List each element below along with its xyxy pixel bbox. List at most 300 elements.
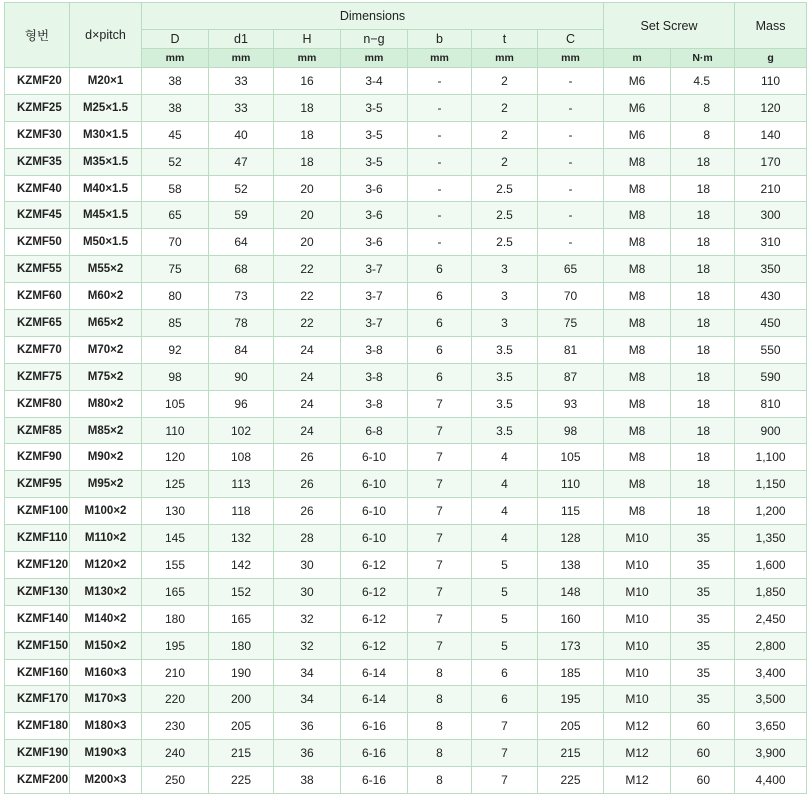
d1-cell: 33 xyxy=(209,68,274,95)
c-cell: 75 xyxy=(538,310,604,337)
ng-cell: 6-12 xyxy=(341,578,408,605)
d-cell: 155 xyxy=(142,552,209,579)
screw-m-cell: M8 xyxy=(604,498,671,525)
model-cell: KZMF45 xyxy=(5,202,70,229)
torque-cell: 18 xyxy=(671,256,735,283)
model-cell: KZMF200 xyxy=(5,767,70,794)
torque-cell: 18 xyxy=(671,336,735,363)
ng-cell: 3-5 xyxy=(341,148,408,175)
mass-cell: 430 xyxy=(735,283,807,310)
c-cell: 173 xyxy=(538,632,604,659)
t-cell: 2.5 xyxy=(472,202,538,229)
torque-cell: 35 xyxy=(671,659,735,686)
c-cell: 160 xyxy=(538,605,604,632)
ng-cell: 6-12 xyxy=(341,605,408,632)
h-cell: 26 xyxy=(274,471,341,498)
pitch-cell: M55×2 xyxy=(70,256,142,283)
screw-m-cell: M6 xyxy=(604,94,671,121)
model-cell: KZMF120 xyxy=(5,552,70,579)
h-cell: 20 xyxy=(274,202,341,229)
h-cell: 30 xyxy=(274,552,341,579)
model-cell: KZMF150 xyxy=(5,632,70,659)
torque-cell: 8 xyxy=(671,121,735,148)
h-cell: 24 xyxy=(274,363,341,390)
c-cell: 138 xyxy=(538,552,604,579)
pitch-cell: M35×1.5 xyxy=(70,148,142,175)
mass-cell: 1,350 xyxy=(735,525,807,552)
mass-cell: 3,900 xyxy=(735,740,807,767)
d-cell: 195 xyxy=(142,632,209,659)
h-cell: 20 xyxy=(274,229,341,256)
mass-cell: 2,450 xyxy=(735,605,807,632)
ng-cell: 6-10 xyxy=(341,525,408,552)
table-row xyxy=(5,94,807,121)
h-cell: 26 xyxy=(274,498,341,525)
table-row xyxy=(5,740,807,767)
d-cell: 220 xyxy=(142,686,209,713)
torque-cell: 35 xyxy=(671,552,735,579)
c-cell: 148 xyxy=(538,578,604,605)
b-cell: 6 xyxy=(408,363,472,390)
pitch-cell: M170×3 xyxy=(70,686,142,713)
mass-cell: 1,600 xyxy=(735,552,807,579)
torque-cell: 18 xyxy=(671,471,735,498)
d1-cell: 108 xyxy=(209,444,274,471)
d-cell: 250 xyxy=(142,767,209,794)
c-cell: 110 xyxy=(538,471,604,498)
b-cell: - xyxy=(408,148,472,175)
torque-cell: 18 xyxy=(671,444,735,471)
table-row xyxy=(5,310,807,337)
pitch-cell: M50×1.5 xyxy=(70,229,142,256)
t-cell: 5 xyxy=(472,605,538,632)
t-cell: 4 xyxy=(472,525,538,552)
c-cell: 70 xyxy=(538,283,604,310)
model-cell: KZMF25 xyxy=(5,94,70,121)
d1-cell: 113 xyxy=(209,471,274,498)
t-cell: 6 xyxy=(472,686,538,713)
d-cell: 145 xyxy=(142,525,209,552)
screw-m-cell: M10 xyxy=(604,605,671,632)
screw-m-cell: M8 xyxy=(604,417,671,444)
t-cell: 6 xyxy=(472,659,538,686)
d1-cell: 102 xyxy=(209,417,274,444)
b-cell: - xyxy=(408,121,472,148)
screw-m-cell: M8 xyxy=(604,229,671,256)
screw-m-cell: M10 xyxy=(604,525,671,552)
table-row xyxy=(5,175,807,202)
model-cell: KZMF170 xyxy=(5,686,70,713)
c-cell: - xyxy=(538,148,604,175)
torque-cell: 18 xyxy=(671,390,735,417)
ng-cell: 6-8 xyxy=(341,417,408,444)
model-cell: KZMF30 xyxy=(5,121,70,148)
c-cell: 105 xyxy=(538,444,604,471)
mass-cell: 3,500 xyxy=(735,686,807,713)
screw-m-cell: M8 xyxy=(604,283,671,310)
sub-header: n−g xyxy=(341,30,408,49)
unit-header: m xyxy=(604,49,671,68)
h-cell: 32 xyxy=(274,632,341,659)
d-cell: 240 xyxy=(142,740,209,767)
d-cell: 38 xyxy=(142,68,209,95)
table-row xyxy=(5,283,807,310)
mass-cell: 3,650 xyxy=(735,713,807,740)
pitch-cell: M90×2 xyxy=(70,444,142,471)
ng-cell: 6-16 xyxy=(341,713,408,740)
table-row xyxy=(5,68,807,95)
unit-header: N·m xyxy=(671,49,735,68)
mass-cell: 300 xyxy=(735,202,807,229)
c-cell: 87 xyxy=(538,363,604,390)
table-row xyxy=(5,256,807,283)
ng-cell: 3-4 xyxy=(341,68,408,95)
t-cell: 4 xyxy=(472,471,538,498)
h-cell: 22 xyxy=(274,256,341,283)
model-cell: KZMF100 xyxy=(5,498,70,525)
pitch-cell: M200×3 xyxy=(70,767,142,794)
b-cell: 6 xyxy=(408,336,472,363)
b-cell: 7 xyxy=(408,390,472,417)
t-cell: 2 xyxy=(472,94,538,121)
torque-cell: 18 xyxy=(671,283,735,310)
h-cell: 26 xyxy=(274,444,341,471)
unit-header: mm xyxy=(408,49,472,68)
ng-cell: 3-7 xyxy=(341,256,408,283)
c-cell: - xyxy=(538,202,604,229)
d1-cell: 84 xyxy=(209,336,274,363)
torque-cell: 4.5 xyxy=(671,68,735,95)
b-cell: - xyxy=(408,175,472,202)
mass-cell: 450 xyxy=(735,310,807,337)
c-cell: - xyxy=(538,175,604,202)
d1-cell: 68 xyxy=(209,256,274,283)
torque-cell: 18 xyxy=(671,148,735,175)
unit-header: mm xyxy=(142,49,209,68)
mass-cell: 210 xyxy=(735,175,807,202)
b-cell: 8 xyxy=(408,713,472,740)
ng-cell: 3-6 xyxy=(341,229,408,256)
model-cell: KZMF70 xyxy=(5,336,70,363)
screw-m-cell: M12 xyxy=(604,740,671,767)
c-cell: - xyxy=(538,121,604,148)
t-cell: 3 xyxy=(472,283,538,310)
sub-header: C xyxy=(538,30,604,49)
ng-cell: 6-16 xyxy=(341,767,408,794)
screw-m-cell: M8 xyxy=(604,336,671,363)
c-cell: 215 xyxy=(538,740,604,767)
table-row xyxy=(5,417,807,444)
c-cell: 93 xyxy=(538,390,604,417)
h-cell: 22 xyxy=(274,310,341,337)
d1-cell: 142 xyxy=(209,552,274,579)
d-cell: 165 xyxy=(142,578,209,605)
ng-cell: 6-12 xyxy=(341,552,408,579)
mass-cell: 310 xyxy=(735,229,807,256)
pitch-cell: M65×2 xyxy=(70,310,142,337)
t-cell: 2 xyxy=(472,121,538,148)
sub-header: t xyxy=(472,30,538,49)
table-row xyxy=(5,659,807,686)
model-cell: KZMF160 xyxy=(5,659,70,686)
table-row xyxy=(5,767,807,794)
ng-cell: 6-14 xyxy=(341,686,408,713)
torque-cell: 18 xyxy=(671,202,735,229)
torque-cell: 18 xyxy=(671,363,735,390)
ng-cell: 6-10 xyxy=(341,498,408,525)
model-cell: KZMF40 xyxy=(5,175,70,202)
unit-header: mm xyxy=(341,49,408,68)
b-cell: 7 xyxy=(408,578,472,605)
ng-cell: 6-10 xyxy=(341,444,408,471)
b-cell: 7 xyxy=(408,632,472,659)
torque-cell: 35 xyxy=(671,632,735,659)
unit-header: mm xyxy=(472,49,538,68)
mass-cell: 4,400 xyxy=(735,767,807,794)
h-cell: 16 xyxy=(274,68,341,95)
pitch-cell: M30×1.5 xyxy=(70,121,142,148)
c-cell: - xyxy=(538,229,604,256)
d1-cell: 59 xyxy=(209,202,274,229)
ng-cell: 6-12 xyxy=(341,632,408,659)
torque-cell: 18 xyxy=(671,175,735,202)
unit-header: mm xyxy=(274,49,341,68)
d1-cell: 73 xyxy=(209,283,274,310)
table-row xyxy=(5,605,807,632)
b-cell: - xyxy=(408,68,472,95)
torque-cell: 60 xyxy=(671,713,735,740)
torque-cell: 18 xyxy=(671,310,735,337)
table-row xyxy=(5,336,807,363)
d-cell: 80 xyxy=(142,283,209,310)
b-cell: 8 xyxy=(408,767,472,794)
sub-header: D xyxy=(142,30,209,49)
model-cell: KZMF130 xyxy=(5,578,70,605)
b-cell: 6 xyxy=(408,256,472,283)
pitch-cell: M160×3 xyxy=(70,659,142,686)
table-row xyxy=(5,686,807,713)
h-cell: 20 xyxy=(274,175,341,202)
d1-cell: 205 xyxy=(209,713,274,740)
pitch-cell: M80×2 xyxy=(70,390,142,417)
h-cell: 24 xyxy=(274,336,341,363)
screw-m-cell: M12 xyxy=(604,713,671,740)
c-cell: 81 xyxy=(538,336,604,363)
h-cell: 18 xyxy=(274,148,341,175)
ng-cell: 3-8 xyxy=(341,363,408,390)
d-cell: 92 xyxy=(142,336,209,363)
mass-cell: 1,850 xyxy=(735,578,807,605)
table-row xyxy=(5,390,807,417)
d-cell: 110 xyxy=(142,417,209,444)
table-row xyxy=(5,121,807,148)
model-cell: KZMF50 xyxy=(5,229,70,256)
pitch-cell: M70×2 xyxy=(70,336,142,363)
screw-m-cell: M8 xyxy=(604,256,671,283)
model-cell: KZMF20 xyxy=(5,68,70,95)
t-cell: 5 xyxy=(472,552,538,579)
pitch-cell: M110×2 xyxy=(70,525,142,552)
ng-cell: 3-6 xyxy=(341,202,408,229)
mass-header: Mass xyxy=(735,3,807,49)
table-row xyxy=(5,632,807,659)
d1-cell: 152 xyxy=(209,578,274,605)
t-cell: 7 xyxy=(472,713,538,740)
ng-cell: 6-16 xyxy=(341,740,408,767)
b-cell: 8 xyxy=(408,659,472,686)
screw-m-cell: M8 xyxy=(604,310,671,337)
model-cell: KZMF90 xyxy=(5,444,70,471)
spec-table xyxy=(4,2,807,794)
unit-header: g xyxy=(735,49,807,68)
d1-cell: 200 xyxy=(209,686,274,713)
mass-cell: 900 xyxy=(735,417,807,444)
screw-m-cell: M8 xyxy=(604,175,671,202)
c-cell: - xyxy=(538,94,604,121)
model-cell: KZMF190 xyxy=(5,740,70,767)
pitch-cell: M130×2 xyxy=(70,578,142,605)
b-cell: 6 xyxy=(408,310,472,337)
table-row xyxy=(5,229,807,256)
d1-cell: 78 xyxy=(209,310,274,337)
mass-cell: 590 xyxy=(735,363,807,390)
model-cell: KZMF75 xyxy=(5,363,70,390)
mass-cell: 350 xyxy=(735,256,807,283)
table-row xyxy=(5,713,807,740)
table-row xyxy=(5,148,807,175)
d-cell: 230 xyxy=(142,713,209,740)
b-cell: 8 xyxy=(408,740,472,767)
torque-cell: 35 xyxy=(671,605,735,632)
t-cell: 3.5 xyxy=(472,363,538,390)
t-cell: 3 xyxy=(472,256,538,283)
d1-cell: 40 xyxy=(209,121,274,148)
d-cell: 70 xyxy=(142,229,209,256)
mass-cell: 810 xyxy=(735,390,807,417)
c-cell: 225 xyxy=(538,767,604,794)
t-cell: 3.5 xyxy=(472,417,538,444)
unit-header: mm xyxy=(209,49,274,68)
model-cell: KZMF140 xyxy=(5,605,70,632)
pitch-cell: M25×1.5 xyxy=(70,94,142,121)
mass-cell: 1,200 xyxy=(735,498,807,525)
h-cell: 18 xyxy=(274,94,341,121)
t-cell: 3.5 xyxy=(472,390,538,417)
t-cell: 5 xyxy=(472,632,538,659)
h-cell: 18 xyxy=(274,121,341,148)
b-cell: 7 xyxy=(408,552,472,579)
h-cell: 36 xyxy=(274,740,341,767)
b-cell: 7 xyxy=(408,498,472,525)
mass-cell: 120 xyxy=(735,94,807,121)
screw-m-cell: M6 xyxy=(604,121,671,148)
b-cell: 7 xyxy=(408,525,472,552)
b-cell: - xyxy=(408,94,472,121)
screw-m-cell: M8 xyxy=(604,444,671,471)
model-cell: KZMF180 xyxy=(5,713,70,740)
d-cell: 98 xyxy=(142,363,209,390)
h-cell: 28 xyxy=(274,525,341,552)
d-cell: 52 xyxy=(142,148,209,175)
h-cell: 32 xyxy=(274,605,341,632)
pitch-header: d×pitch xyxy=(70,3,142,68)
mass-cell: 550 xyxy=(735,336,807,363)
b-cell: 8 xyxy=(408,686,472,713)
h-cell: 38 xyxy=(274,767,341,794)
c-cell: 185 xyxy=(538,659,604,686)
model-cell: KZMF55 xyxy=(5,256,70,283)
t-cell: 4 xyxy=(472,498,538,525)
d-cell: 130 xyxy=(142,498,209,525)
b-cell: 7 xyxy=(408,444,472,471)
d1-cell: 90 xyxy=(209,363,274,390)
h-cell: 24 xyxy=(274,417,341,444)
c-cell: 65 xyxy=(538,256,604,283)
c-cell: 195 xyxy=(538,686,604,713)
torque-cell: 18 xyxy=(671,417,735,444)
d1-cell: 225 xyxy=(209,767,274,794)
c-cell: - xyxy=(538,68,604,95)
b-cell: 7 xyxy=(408,471,472,498)
d-cell: 120 xyxy=(142,444,209,471)
t-cell: 2 xyxy=(472,148,538,175)
pitch-cell: M140×2 xyxy=(70,605,142,632)
c-cell: 128 xyxy=(538,525,604,552)
table-row xyxy=(5,498,807,525)
torque-cell: 35 xyxy=(671,525,735,552)
d1-cell: 47 xyxy=(209,148,274,175)
d-cell: 65 xyxy=(142,202,209,229)
t-cell: 4 xyxy=(472,444,538,471)
table-body xyxy=(5,68,807,794)
d-cell: 105 xyxy=(142,390,209,417)
h-cell: 22 xyxy=(274,283,341,310)
model-cell: KZMF110 xyxy=(5,525,70,552)
torque-cell: 18 xyxy=(671,229,735,256)
table-row xyxy=(5,552,807,579)
pitch-cell: M60×2 xyxy=(70,283,142,310)
table-row xyxy=(5,363,807,390)
pitch-cell: M150×2 xyxy=(70,632,142,659)
screw-m-cell: M6 xyxy=(604,68,671,95)
mass-cell: 3,400 xyxy=(735,659,807,686)
torque-cell: 60 xyxy=(671,740,735,767)
ng-cell: 3-5 xyxy=(341,121,408,148)
h-cell: 36 xyxy=(274,713,341,740)
pitch-cell: M20×1 xyxy=(70,68,142,95)
screw-m-cell: M10 xyxy=(604,632,671,659)
d-cell: 210 xyxy=(142,659,209,686)
ng-cell: 3-6 xyxy=(341,175,408,202)
h-cell: 34 xyxy=(274,659,341,686)
model-cell: KZMF65 xyxy=(5,310,70,337)
ng-cell: 6-10 xyxy=(341,471,408,498)
h-cell: 30 xyxy=(274,578,341,605)
torque-cell: 60 xyxy=(671,767,735,794)
screw-m-cell: M8 xyxy=(604,148,671,175)
c-cell: 98 xyxy=(538,417,604,444)
h-cell: 24 xyxy=(274,390,341,417)
t-cell: 3 xyxy=(472,310,538,337)
dimensions-header: Dimensions xyxy=(142,3,604,30)
pitch-cell: M180×3 xyxy=(70,713,142,740)
model-cell: KZMF80 xyxy=(5,390,70,417)
d1-cell: 180 xyxy=(209,632,274,659)
b-cell: - xyxy=(408,229,472,256)
mass-cell: 140 xyxy=(735,121,807,148)
sub-header: d1 xyxy=(209,30,274,49)
b-cell: 7 xyxy=(408,417,472,444)
